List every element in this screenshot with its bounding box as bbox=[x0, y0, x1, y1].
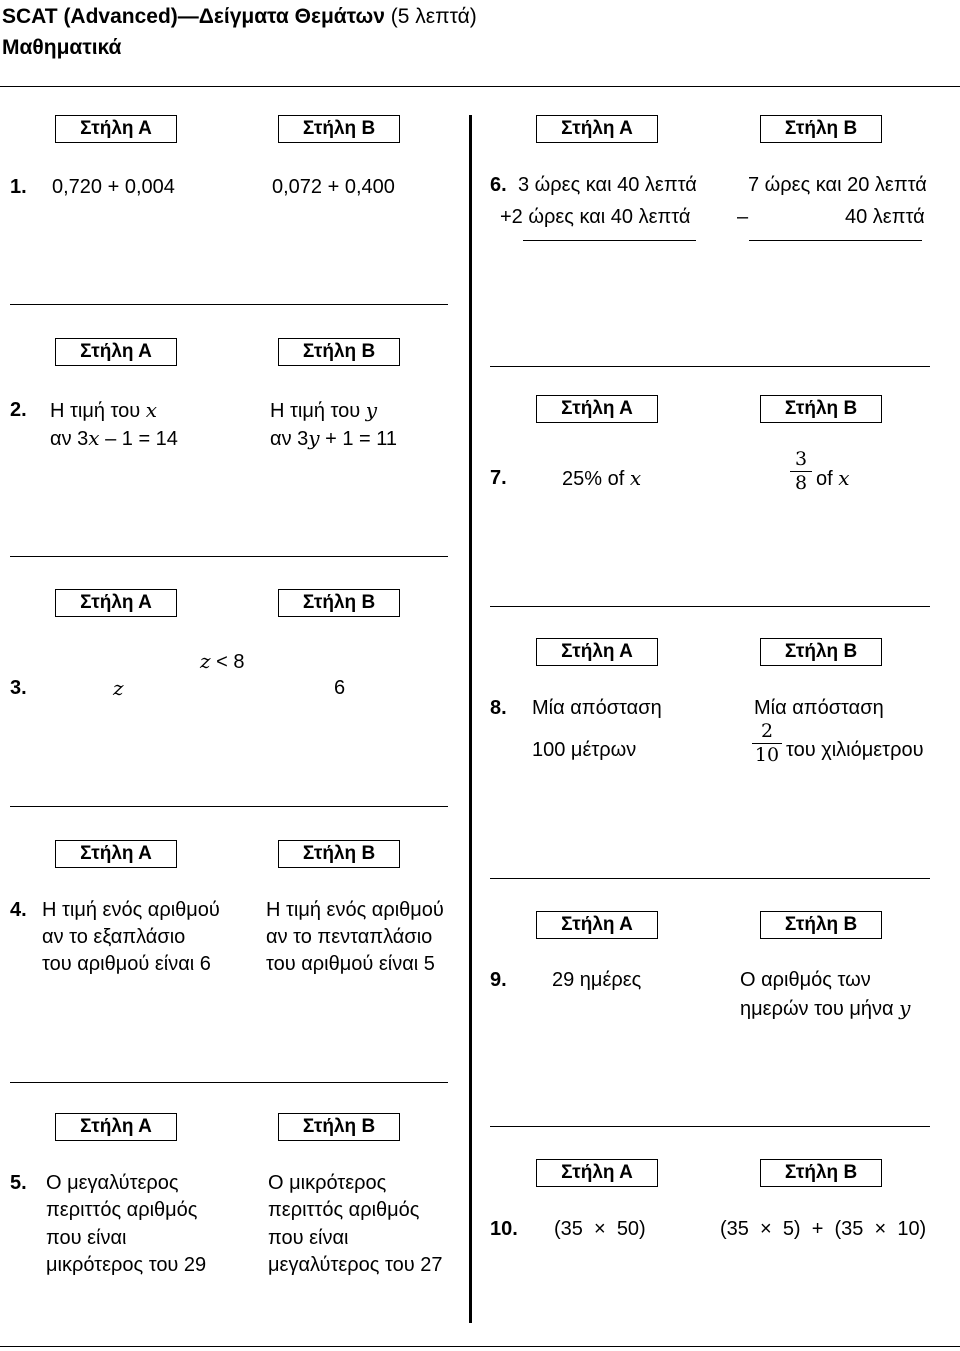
q4-col-a-header: Στήλη Α bbox=[55, 840, 177, 868]
q8-col-a-line2: 100 μέτρων bbox=[532, 739, 637, 761]
q2-a-text: Η τιμή του bbox=[50, 400, 141, 422]
q2-col-b-header: Στήλη Β bbox=[278, 338, 400, 366]
q3-answer-line[interactable] bbox=[10, 806, 448, 807]
q2-b-eq-var: y bbox=[308, 426, 320, 450]
q2-b-eq-pre: αν 3 bbox=[270, 428, 309, 450]
q10-col-b-header: Στήλη Β bbox=[760, 1159, 882, 1187]
q6-col-b-line1: 7 ώρες και 20 λεπτά bbox=[748, 174, 927, 196]
q3-condition-var: z bbox=[200, 649, 211, 673]
q6-number: 6. bbox=[490, 174, 507, 196]
q5-number: 5. bbox=[10, 1172, 27, 1194]
q9-col-b-line1: Ο αριθμός των bbox=[740, 969, 871, 991]
q9-col-b-line2 bbox=[740, 998, 910, 1019]
q2-col-b-line1 bbox=[270, 400, 377, 421]
q7-col-a-value bbox=[562, 468, 641, 489]
q3-condition-text: < 8 bbox=[216, 651, 245, 673]
q10-col-a-value: (35 × 50) bbox=[554, 1218, 646, 1240]
q6-answer-line[interactable] bbox=[490, 366, 930, 367]
q8-col-b-header: Στήλη Β bbox=[760, 638, 882, 666]
q10-col-b-value: (35 × 5) + (35 × 10) bbox=[720, 1218, 927, 1240]
q9-b-variable: y bbox=[899, 996, 911, 1020]
q7-col-a-header: Στήλη Α bbox=[536, 395, 658, 423]
q3-col-a-value: z bbox=[113, 676, 124, 700]
q8-answer-line[interactable] bbox=[490, 878, 930, 879]
q1-col-a-header: Στήλη Α bbox=[55, 115, 177, 143]
q2-b-variable: y bbox=[365, 398, 378, 422]
q6-col-a-sum-line bbox=[523, 240, 696, 241]
q7-b-variable: x bbox=[838, 466, 850, 490]
q5-col-b-header: Στήλη Β bbox=[278, 1113, 400, 1141]
column-divider bbox=[469, 115, 472, 1323]
q8-col-a-line1: Μία απόσταση bbox=[532, 697, 662, 719]
q10-number: 10. bbox=[490, 1218, 518, 1240]
q8-col-b-line1: Μία απόσταση bbox=[754, 697, 884, 719]
q1-col-b-value: 0,072 + 0,400 bbox=[272, 176, 395, 198]
q8-fraction-denominator: 10 bbox=[754, 744, 780, 766]
q9-b-text: ημερών του μήνα bbox=[740, 998, 894, 1020]
q6-col-a-header: Στήλη Α bbox=[536, 115, 658, 143]
q4-answer-line[interactable] bbox=[10, 1082, 448, 1083]
q7-answer-line[interactable] bbox=[490, 606, 930, 607]
q3-condition bbox=[200, 651, 244, 672]
q6-col-a-line2: +2 ώρες και 40 λεπτά bbox=[500, 206, 691, 228]
q9-col-b-header: Στήλη Β bbox=[760, 911, 882, 939]
q4-col-b-line2: αν το πενταπλάσιο bbox=[266, 926, 433, 948]
q5-col-a-line2: περιττός αριθμός bbox=[46, 1199, 198, 1221]
q4-col-a-line2: αν το εξαπλάσιο bbox=[42, 926, 186, 948]
q3-col-b-header: Στήλη Β bbox=[278, 589, 400, 617]
q8-fraction-numerator: 2 bbox=[760, 720, 774, 742]
q6-col-b-header: Στήλη Β bbox=[760, 115, 882, 143]
q2-a-eq-post: – 1 = 14 bbox=[99, 428, 178, 450]
q5-col-b-line1: Ο μικρότερος bbox=[268, 1172, 387, 1194]
q8-col-b-line2: του χιλιόμετρου bbox=[786, 739, 924, 761]
q5-col-a-header: Στήλη Α bbox=[55, 1113, 177, 1141]
q2-col-a-header: Στήλη Α bbox=[55, 338, 177, 366]
q8-col-a-header: Στήλη Α bbox=[536, 638, 658, 666]
q5-col-b-line3: που είναι bbox=[268, 1227, 349, 1249]
q5-col-a-line4: μικρότερος του 29 bbox=[46, 1254, 207, 1276]
q2-answer-line[interactable] bbox=[10, 556, 448, 557]
q8-number: 8. bbox=[490, 697, 507, 719]
q2-number: 2. bbox=[10, 399, 27, 421]
q6-col-a-line1: 3 ώρες και 40 λεπτά bbox=[518, 174, 697, 196]
q9-col-a-header: Στήλη Α bbox=[536, 911, 658, 939]
q4-col-b-line1: Η τιμή ενός αριθμού bbox=[266, 899, 444, 921]
q2-b-eq-post: + 1 = 11 bbox=[319, 428, 398, 450]
q4-number: 4. bbox=[10, 899, 27, 921]
page-title bbox=[2, 6, 477, 27]
q2-a-variable: x bbox=[145, 398, 158, 422]
q6-col-b-diff-line bbox=[749, 240, 922, 241]
q2-col-b-line2 bbox=[270, 428, 397, 449]
q2-a-eq-var: x bbox=[88, 426, 100, 450]
q2-b-text: Η τιμή του bbox=[270, 400, 361, 422]
q3-col-a-header: Στήλη Α bbox=[55, 589, 177, 617]
q10-col-a-header: Στήλη Α bbox=[536, 1159, 658, 1187]
q1-number: 1. bbox=[10, 176, 27, 198]
q7-a-text: 25% of bbox=[562, 468, 625, 490]
q7-a-variable: x bbox=[629, 466, 642, 490]
q7-number: 7. bbox=[490, 467, 507, 489]
q9-answer-line[interactable] bbox=[490, 1126, 930, 1127]
q7-b-text: of bbox=[816, 468, 833, 490]
q1-answer-line[interactable] bbox=[10, 304, 448, 305]
footer-divider bbox=[0, 1346, 960, 1347]
subject-heading: Μαθηματικά bbox=[2, 36, 122, 59]
q5-col-b-line4: μεγαλύτερος του 27 bbox=[268, 1254, 443, 1276]
q8-col-b-fraction bbox=[752, 722, 782, 765]
q5-col-b-line2: περιττός αριθμός bbox=[268, 1199, 420, 1221]
q4-col-a-line3: του αριθμού είναι 6 bbox=[42, 953, 211, 975]
q5-col-a-line3: που είναι bbox=[46, 1227, 127, 1249]
q2-col-a-line1 bbox=[50, 400, 157, 421]
title-text: SCAT (Advanced)—Δείγματα Θεμάτων bbox=[2, 5, 385, 28]
q1-col-a-value: 0,720 + 0,004 bbox=[52, 176, 175, 198]
q9-number: 9. bbox=[490, 969, 507, 991]
q2-a-eq-pre: αν 3 bbox=[50, 428, 89, 450]
q4-col-a-line1: Η τιμή ενός αριθμού bbox=[42, 899, 220, 921]
q3-col-b-value: 6 bbox=[334, 677, 346, 699]
q1-col-b-header: Στήλη Β bbox=[278, 115, 400, 143]
q7-fraction-numerator: 3 bbox=[794, 448, 808, 470]
q3-number: 3. bbox=[10, 677, 27, 699]
q4-col-b-header: Στήλη Β bbox=[278, 840, 400, 868]
q7-col-b-header: Στήλη Β bbox=[760, 395, 882, 423]
q7-col-b-value bbox=[816, 468, 850, 489]
q7-col-b-fraction bbox=[790, 450, 812, 493]
q4-col-b-line3: του αριθμού είναι 5 bbox=[266, 953, 435, 975]
title-duration: (5 λεπτά) bbox=[390, 5, 477, 28]
q5-col-a-line1: Ο μεγαλύτερος bbox=[46, 1172, 179, 1194]
q9-col-a-value: 29 ημέρες bbox=[552, 969, 642, 991]
header-divider bbox=[0, 86, 960, 87]
q6-col-b-line2: 40 λεπτά bbox=[845, 206, 925, 228]
q7-fraction-denominator: 8 bbox=[794, 472, 808, 494]
q6-col-b-minus: – bbox=[737, 206, 749, 228]
q2-col-a-line2 bbox=[50, 428, 178, 449]
